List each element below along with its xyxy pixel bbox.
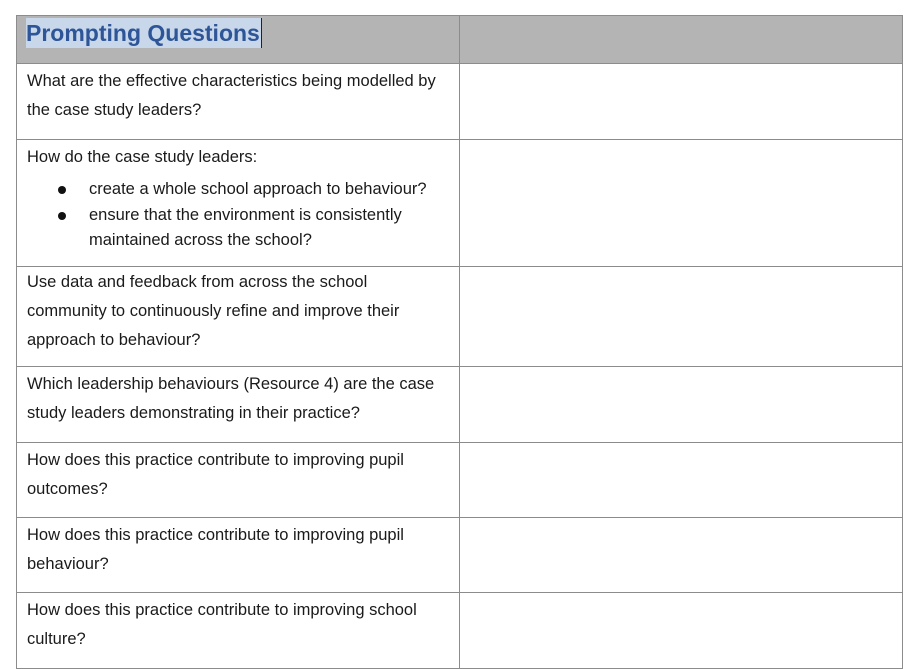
- bullet-text: ensure that the environment is consistently maintained across the school?: [89, 205, 402, 249]
- answer-cell[interactable]: [460, 267, 903, 367]
- prompting-questions-table-container: [16, 15, 902, 669]
- bullet-text: create a whole school approach to behaviour?: [89, 180, 427, 198]
- question-text: Which leadership behaviours (Resource 4) are the case study leaders demonstrating in their practice?: [27, 375, 435, 422]
- question-text: How does this practice contribute to improving pupil behaviour?: [27, 526, 404, 573]
- question-text: How do the case study leaders:: [27, 148, 258, 166]
- bullet-icon: [58, 186, 66, 194]
- bullet-item: [27, 203, 449, 254]
- question-cell[interactable]: [17, 140, 460, 267]
- table-row: [17, 140, 903, 267]
- table-row: [17, 593, 903, 669]
- question-text: Use data and feedback from across the school community to continuously refine and improve their approach to behaviour?: [27, 273, 400, 349]
- question-cell[interactable]: [17, 64, 460, 140]
- table-row: [17, 518, 903, 593]
- question-cell[interactable]: [17, 593, 460, 669]
- answer-cell[interactable]: [460, 518, 903, 593]
- header-cell-empty[interactable]: [460, 16, 903, 64]
- question-cell[interactable]: [17, 443, 460, 518]
- bullet-icon: [58, 212, 66, 220]
- answer-cell[interactable]: [460, 593, 903, 669]
- question-cell[interactable]: [17, 267, 460, 367]
- question-cell[interactable]: [17, 518, 460, 593]
- question-cell[interactable]: [17, 367, 460, 443]
- header-cell-title[interactable]: [17, 16, 460, 64]
- table-row: [17, 367, 903, 443]
- table-title[interactable]: Prompting Questions: [26, 20, 260, 46]
- answer-cell[interactable]: [460, 140, 903, 267]
- table-row: [17, 64, 903, 140]
- bullet-item: [27, 177, 449, 203]
- bullet-list: [27, 177, 449, 254]
- prompting-questions-table: [16, 15, 903, 669]
- answer-cell[interactable]: [460, 443, 903, 518]
- table-header-row: [17, 16, 903, 64]
- question-text: How does this practice contribute to improving school culture?: [27, 601, 417, 648]
- table-row: [17, 443, 903, 518]
- table-row: [17, 267, 903, 367]
- answer-cell[interactable]: [460, 367, 903, 443]
- answer-cell[interactable]: [460, 64, 903, 140]
- question-text: How does this practice contribute to improving pupil outcomes?: [27, 451, 404, 498]
- question-text: What are the effective characteristics being modelled by the case study leaders?: [27, 72, 436, 119]
